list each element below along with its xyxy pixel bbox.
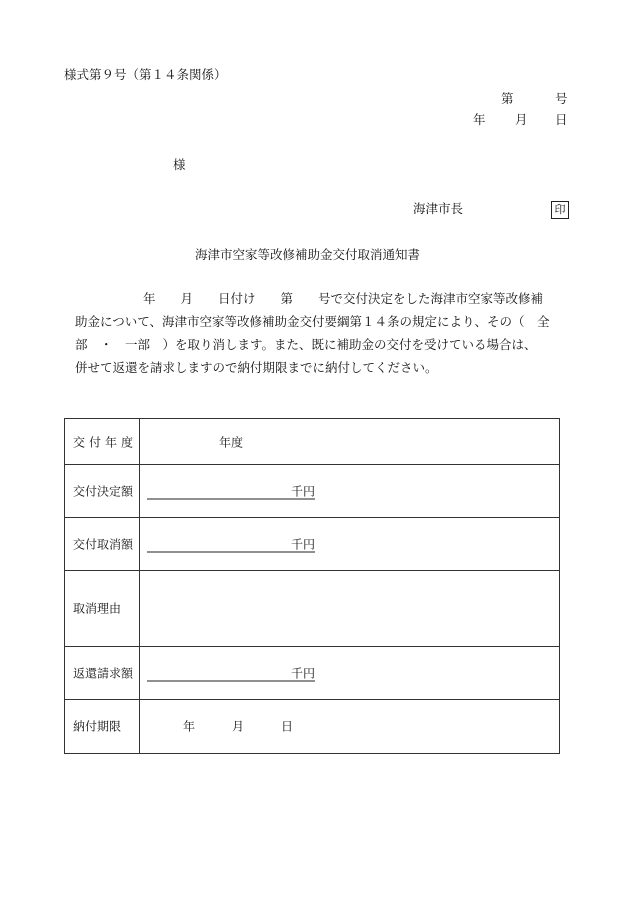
row-value-cell (139, 570, 559, 646)
date-year: 年 (473, 112, 486, 127)
amount-underline (147, 535, 315, 552)
issuer-name: 海津市長 (413, 201, 464, 216)
amount-underline (147, 664, 315, 681)
date-month: 月 (515, 112, 528, 127)
table-row-grant-decision-amount (65, 464, 559, 518)
row-label-cell (65, 464, 140, 517)
row-value-cell (139, 517, 559, 570)
addressee-suffix: 様 (173, 157, 186, 172)
row-label: 取消理由 (73, 601, 122, 616)
row-label: 交付取消額 (73, 537, 134, 551)
amount-underline (147, 482, 315, 499)
amount-unit: 千円 (290, 666, 315, 680)
table-row-cancellation-amount (65, 517, 559, 571)
table-row-payment-deadline (65, 699, 559, 753)
row-label: 交付決定額 (73, 484, 134, 498)
seal-stamp: 印 (551, 201, 569, 219)
body-line-4: 併せて返還を請求しますので納付期限までに納付してください。 (75, 360, 438, 375)
form-number: 様式第９号（第１４条関係） (64, 67, 227, 82)
body-line-1: 年 月 日付け 第 号で交付決定をした海津市空家等改修補 (143, 291, 544, 306)
row-label: 返還請求額 (73, 666, 134, 680)
amount-unit: 千円 (290, 484, 315, 498)
row-label: 交付年度 (73, 435, 138, 449)
table-row-refund-amount (65, 646, 559, 700)
row-label: 納付期限 (73, 719, 122, 734)
date-day: 日 (555, 112, 568, 127)
row-value-cell (139, 699, 559, 753)
deadline-month: 月 (232, 719, 245, 734)
document-title: 海津市空家等改修補助金交付取消通知書 (195, 247, 421, 262)
row-label-cell (65, 517, 140, 570)
row-value-cell (139, 646, 559, 699)
row-label-cell (65, 646, 140, 699)
fiscal-year-unit: 年度 (219, 435, 244, 449)
table-row-cancellation-reason (65, 570, 559, 647)
deadline-year: 年 (183, 719, 196, 734)
details-table (64, 418, 560, 754)
body-line-3: 部 ・ 一部 ）を取り消します。また、既に補助金の交付を受けている場合は、 (75, 337, 537, 352)
doc-number-prefix: 第 (501, 91, 514, 106)
notice-body (75, 291, 570, 383)
row-label-cell (65, 570, 140, 646)
row-label-cell (65, 699, 140, 753)
amount-unit: 千円 (290, 537, 315, 551)
doc-number-suffix: 号 (555, 91, 568, 106)
table-row-fiscal-year (65, 419, 559, 465)
row-value-cell (139, 464, 559, 517)
deadline-day: 日 (281, 719, 294, 734)
row-label-cell (65, 419, 140, 464)
row-value-cell (139, 419, 559, 464)
body-line-2: 助金について、海津市空家等改修補助金交付要綱第１４条の規定により、その（ 全 (75, 314, 550, 329)
